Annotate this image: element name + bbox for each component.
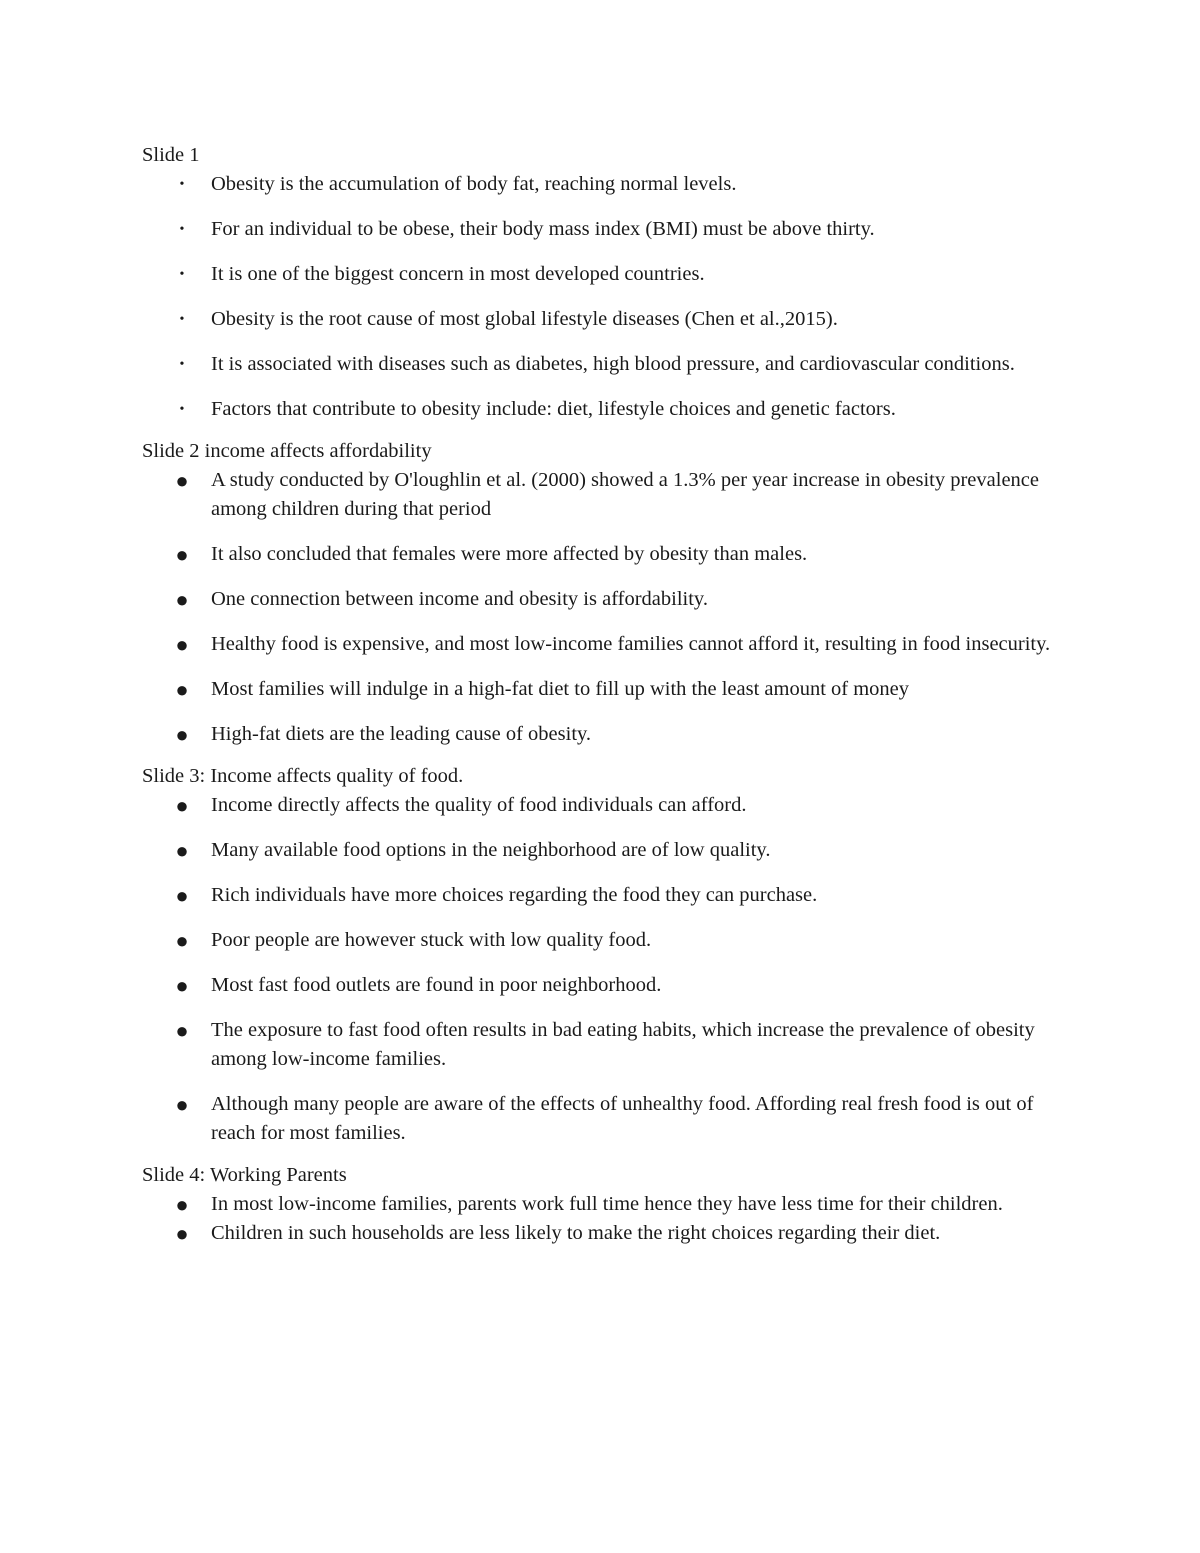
- list-item: ● Although many people are aware of the effects of unhealthy food. Affording real fresh food is out of reach for most families.: [175, 1092, 1034, 1144]
- list-item: ● Most fast food outlets are found in poor neighborhood.: [175, 973, 662, 998]
- bullet-list-slide-1: [142, 170, 1072, 424]
- section-heading-slide-2: Slide 2 income affects affordability: [142, 440, 432, 462]
- bullet-icon: ●: [175, 883, 189, 908]
- list-item: ● The exposure to fast food often results in bad eating habits, which increase the prevalence of obesity among low-income families.: [175, 1018, 1035, 1070]
- list-item: ● In most low-income families, parents work full time hence they have less time for their children.: [175, 1192, 1003, 1217]
- list-item: ● Most families will indulge in a high-fat diet to fill up with the least amount of money: [175, 677, 910, 702]
- list-item: • For an individual to be obese, their body mass index (BMI) must be above thirty.: [142, 215, 1072, 244]
- list-item: ● Healthy food is expensive, and most low-income families cannot afford it, resulting in food insecurity.: [175, 632, 1051, 657]
- bullet-icon: •: [179, 267, 185, 282]
- list-item: • It is one of the biggest concern in most developed countries.: [142, 260, 1072, 289]
- list-item: ● Children in such households are less likely to make the right choices regarding their diet.: [175, 1221, 941, 1246]
- bullet-icon: ●: [175, 1192, 189, 1217]
- bullet-icon: ●: [175, 793, 189, 818]
- list-item: ● Many available food options in the neighborhood are of low quality.: [175, 838, 771, 863]
- bullet-icon: ●: [175, 838, 189, 863]
- section-heading-slide-4: Slide 4: Working Parents: [142, 1164, 347, 1186]
- bullet-icon: ●: [175, 542, 189, 567]
- bullet-icon: ●: [175, 1018, 189, 1043]
- section-heading-slide-1: Slide 1: [142, 144, 200, 166]
- bullet-list-slide-2: [142, 466, 1072, 749]
- list-item: ● Income directly affects the quality of food individuals can afford.: [175, 793, 747, 818]
- list-item: • Obesity is the root cause of most global lifestyle diseases (Chen et al.,2015).: [142, 305, 1072, 334]
- list-item: ● High-fat diets are the leading cause of obesity.: [175, 722, 592, 747]
- bullet-list-slide-3: [142, 791, 1072, 1148]
- bullet-icon: ●: [175, 928, 189, 953]
- bullet-icon: •: [179, 312, 185, 327]
- list-item: ● A study conducted by O'loughlin et al. (2000) showed a 1.3% per year increase in obesity prevalence among children during that period: [175, 468, 1039, 520]
- list-item: ● One connection between income and obesity is affordability.: [175, 587, 708, 612]
- bullet-icon: ●: [175, 632, 189, 657]
- list-item: ● Rich individuals have more choices regarding the food they can purchase.: [175, 883, 818, 908]
- bullet-icon: •: [179, 177, 185, 192]
- bullet-icon: ●: [175, 973, 189, 998]
- bullet-list-slide-4: [142, 1190, 1072, 1248]
- list-item: • Obesity is the accumulation of body fat, reaching normal levels.: [142, 170, 1072, 199]
- bullet-icon: •: [179, 357, 185, 372]
- bullet-icon: ●: [175, 722, 189, 747]
- list-item: • It is associated with diseases such as diabetes, high blood pressure, and cardiovascular conditions.: [142, 350, 1072, 379]
- bullet-icon: ●: [175, 587, 189, 612]
- bullet-icon: •: [179, 222, 185, 237]
- bullet-icon: ●: [175, 1092, 189, 1117]
- document-body: [142, 141, 1072, 1248]
- list-item: ● Poor people are however stuck with low quality food.: [175, 928, 652, 953]
- section-heading-slide-3: Slide 3: Income affects quality of food.: [142, 765, 464, 787]
- list-item: ● It also concluded that females were more affected by obesity than males.: [175, 542, 808, 567]
- bullet-icon: •: [179, 402, 185, 417]
- bullet-icon: ●: [175, 468, 189, 493]
- list-item: • Factors that contribute to obesity include: diet, lifestyle choices and genetic factors.: [142, 395, 1072, 424]
- bullet-icon: ●: [175, 1221, 189, 1246]
- bullet-icon: ●: [175, 677, 189, 702]
